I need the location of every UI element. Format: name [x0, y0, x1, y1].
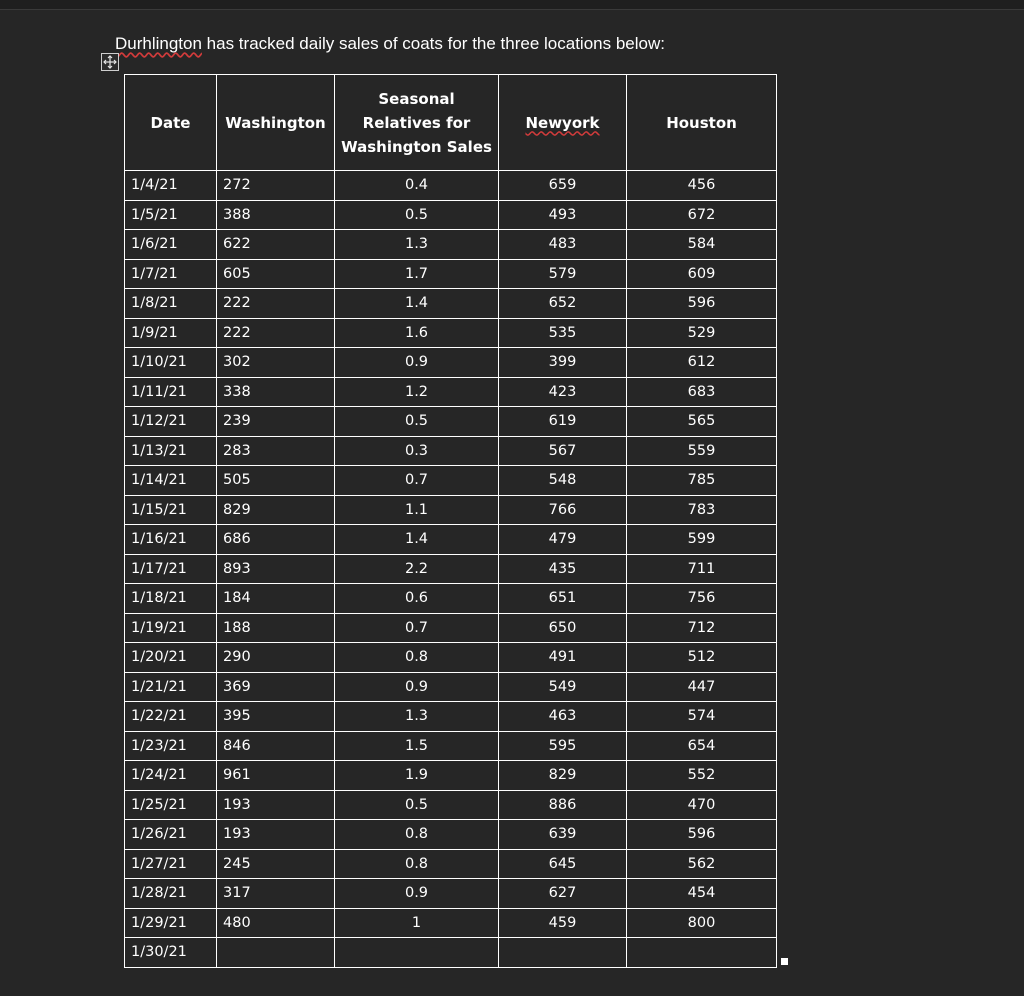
cell-seasonal-relative: 0.4	[335, 171, 499, 201]
cell-date: 1/5/21	[125, 200, 217, 230]
cell-newyork: 619	[499, 407, 627, 437]
cell-newyork: 650	[499, 613, 627, 643]
cell-seasonal-relative: 0.7	[335, 613, 499, 643]
cell-seasonal-relative: 1.3	[335, 702, 499, 732]
table-row	[125, 790, 777, 820]
cell-houston: 562	[627, 849, 777, 879]
cell-seasonal-relative: 0.7	[335, 466, 499, 496]
cell-date: 1/7/21	[125, 259, 217, 289]
table-row	[125, 407, 777, 437]
cell-seasonal-relative: 0.8	[335, 820, 499, 850]
cell-houston: 447	[627, 672, 777, 702]
cell-washington: 193	[217, 820, 335, 850]
cell-houston: 552	[627, 761, 777, 791]
table-row	[125, 230, 777, 260]
cell-date: 1/13/21	[125, 436, 217, 466]
cell-date: 1/9/21	[125, 318, 217, 348]
cell-washington: 245	[217, 849, 335, 879]
cell-seasonal-relative: 0.9	[335, 672, 499, 702]
table-row	[125, 879, 777, 909]
cell-washington: 222	[217, 289, 335, 319]
cell-newyork	[499, 938, 627, 968]
table-row	[125, 495, 777, 525]
cell-seasonal-relative: 1	[335, 908, 499, 938]
cell-newyork: 491	[499, 643, 627, 673]
cell-seasonal-relative: 1.9	[335, 761, 499, 791]
cell-washington: 961	[217, 761, 335, 791]
cell-houston: 454	[627, 879, 777, 909]
cell-date: 1/22/21	[125, 702, 217, 732]
cell-houston: 654	[627, 731, 777, 761]
cell-newyork: 493	[499, 200, 627, 230]
table-row	[125, 938, 777, 968]
cell-washington: 893	[217, 554, 335, 584]
cell-washington: 338	[217, 377, 335, 407]
cell-newyork: 435	[499, 554, 627, 584]
cell-date: 1/4/21	[125, 171, 217, 201]
cell-washington: 188	[217, 613, 335, 643]
table-header-row	[125, 75, 777, 171]
cell-seasonal-relative: 0.3	[335, 436, 499, 466]
cell-seasonal-relative: 0.9	[335, 879, 499, 909]
cell-seasonal-relative: 1.7	[335, 259, 499, 289]
table-row	[125, 554, 777, 584]
cell-newyork: 567	[499, 436, 627, 466]
cell-date: 1/12/21	[125, 407, 217, 437]
intro-company-name: Durhlington	[115, 34, 202, 53]
cell-date: 1/14/21	[125, 466, 217, 496]
table-resize-handle-icon[interactable]	[781, 958, 788, 965]
cell-newyork: 766	[499, 495, 627, 525]
cell-houston: 529	[627, 318, 777, 348]
cell-seasonal-relative: 0.5	[335, 790, 499, 820]
header-washington: Washington	[217, 75, 335, 171]
cell-seasonal-relative: 1.4	[335, 525, 499, 555]
cell-washington: 193	[217, 790, 335, 820]
cell-seasonal-relative: 1.4	[335, 289, 499, 319]
cell-washington: 480	[217, 908, 335, 938]
cell-date: 1/6/21	[125, 230, 217, 260]
cell-date: 1/11/21	[125, 377, 217, 407]
cell-seasonal-relative: 1.2	[335, 377, 499, 407]
cell-seasonal-relative: 0.8	[335, 849, 499, 879]
header-houston: Houston	[627, 75, 777, 171]
table-row	[125, 171, 777, 201]
cell-newyork: 652	[499, 289, 627, 319]
cell-houston: 672	[627, 200, 777, 230]
cell-seasonal-relative: 1.6	[335, 318, 499, 348]
cell-houston: 785	[627, 466, 777, 496]
cell-newyork: 535	[499, 318, 627, 348]
cell-date: 1/23/21	[125, 731, 217, 761]
cell-washington: 686	[217, 525, 335, 555]
cell-houston: 512	[627, 643, 777, 673]
header-seasonal-relatives: Seasonal Relatives for Washington Sales	[335, 75, 499, 171]
cell-newyork: 579	[499, 259, 627, 289]
window-top-bar	[0, 0, 1024, 10]
cell-date: 1/10/21	[125, 348, 217, 378]
cell-houston: 456	[627, 171, 777, 201]
cell-date: 1/30/21	[125, 938, 217, 968]
intro-text: has tracked daily sales of coats for the three locations below:	[201, 34, 665, 53]
cell-washington: 846	[217, 731, 335, 761]
cell-newyork: 886	[499, 790, 627, 820]
cell-seasonal-relative: 1.3	[335, 230, 499, 260]
table-row	[125, 761, 777, 791]
cell-houston: 800	[627, 908, 777, 938]
table-row	[125, 908, 777, 938]
cell-houston: 599	[627, 525, 777, 555]
cell-date: 1/15/21	[125, 495, 217, 525]
cell-houston: 711	[627, 554, 777, 584]
table-row	[125, 348, 777, 378]
table-row	[125, 584, 777, 614]
cell-washington	[217, 938, 335, 968]
cell-seasonal-relative: 1.5	[335, 731, 499, 761]
cell-washington: 395	[217, 702, 335, 732]
table-row	[125, 436, 777, 466]
cell-seasonal-relative	[335, 938, 499, 968]
cell-newyork: 459	[499, 908, 627, 938]
cell-seasonal-relative: 0.9	[335, 348, 499, 378]
cell-washington: 302	[217, 348, 335, 378]
cell-washington: 622	[217, 230, 335, 260]
table-row	[125, 820, 777, 850]
header-date: Date	[125, 75, 217, 171]
table-row	[125, 731, 777, 761]
cell-newyork: 399	[499, 348, 627, 378]
cell-washington: 222	[217, 318, 335, 348]
table-row	[125, 643, 777, 673]
cell-washington: 388	[217, 200, 335, 230]
cell-houston: 712	[627, 613, 777, 643]
cell-seasonal-relative: 1.1	[335, 495, 499, 525]
cell-newyork: 659	[499, 171, 627, 201]
intro-paragraph	[115, 34, 665, 54]
cell-newyork: 639	[499, 820, 627, 850]
cell-houston: 559	[627, 436, 777, 466]
cell-newyork: 627	[499, 879, 627, 909]
cell-washington: 317	[217, 879, 335, 909]
sales-table	[124, 74, 777, 968]
cell-newyork: 463	[499, 702, 627, 732]
table-row	[125, 200, 777, 230]
cell-houston	[627, 938, 777, 968]
cell-houston: 596	[627, 820, 777, 850]
cell-seasonal-relative: 0.5	[335, 200, 499, 230]
cell-washington: 239	[217, 407, 335, 437]
table-row	[125, 377, 777, 407]
cell-date: 1/27/21	[125, 849, 217, 879]
cell-washington: 290	[217, 643, 335, 673]
cell-newyork: 549	[499, 672, 627, 702]
cell-newyork: 651	[499, 584, 627, 614]
table-row	[125, 259, 777, 289]
table-row	[125, 466, 777, 496]
cell-washington: 605	[217, 259, 335, 289]
cell-newyork: 548	[499, 466, 627, 496]
cell-washington: 505	[217, 466, 335, 496]
cell-houston: 683	[627, 377, 777, 407]
cell-date: 1/19/21	[125, 613, 217, 643]
cell-washington: 829	[217, 495, 335, 525]
cell-date: 1/18/21	[125, 584, 217, 614]
cell-houston: 470	[627, 790, 777, 820]
cell-newyork: 479	[499, 525, 627, 555]
cell-newyork: 829	[499, 761, 627, 791]
cell-houston: 565	[627, 407, 777, 437]
cell-seasonal-relative: 0.6	[335, 584, 499, 614]
cell-houston: 574	[627, 702, 777, 732]
cell-date: 1/16/21	[125, 525, 217, 555]
cell-seasonal-relative: 2.2	[335, 554, 499, 584]
table-row	[125, 702, 777, 732]
cell-date: 1/17/21	[125, 554, 217, 584]
move-arrows-icon[interactable]	[101, 53, 119, 71]
cell-date: 1/25/21	[125, 790, 217, 820]
cell-seasonal-relative: 0.5	[335, 407, 499, 437]
header-newyork: Newyork	[499, 75, 627, 171]
table-row	[125, 613, 777, 643]
cell-houston: 783	[627, 495, 777, 525]
cell-houston: 756	[627, 584, 777, 614]
table-row	[125, 318, 777, 348]
cell-newyork: 483	[499, 230, 627, 260]
cell-date: 1/21/21	[125, 672, 217, 702]
cell-houston: 584	[627, 230, 777, 260]
cell-date: 1/20/21	[125, 643, 217, 673]
table-row	[125, 289, 777, 319]
table-row	[125, 525, 777, 555]
cell-houston: 609	[627, 259, 777, 289]
cell-newyork: 423	[499, 377, 627, 407]
cell-washington: 272	[217, 171, 335, 201]
cell-houston: 596	[627, 289, 777, 319]
table-row	[125, 672, 777, 702]
cell-date: 1/29/21	[125, 908, 217, 938]
cell-date: 1/28/21	[125, 879, 217, 909]
cell-date: 1/24/21	[125, 761, 217, 791]
cell-seasonal-relative: 0.8	[335, 643, 499, 673]
cell-washington: 184	[217, 584, 335, 614]
cell-date: 1/26/21	[125, 820, 217, 850]
cell-newyork: 595	[499, 731, 627, 761]
cell-newyork: 645	[499, 849, 627, 879]
cell-houston: 612	[627, 348, 777, 378]
cell-washington: 283	[217, 436, 335, 466]
cell-washington: 369	[217, 672, 335, 702]
cell-date: 1/8/21	[125, 289, 217, 319]
table-row	[125, 849, 777, 879]
